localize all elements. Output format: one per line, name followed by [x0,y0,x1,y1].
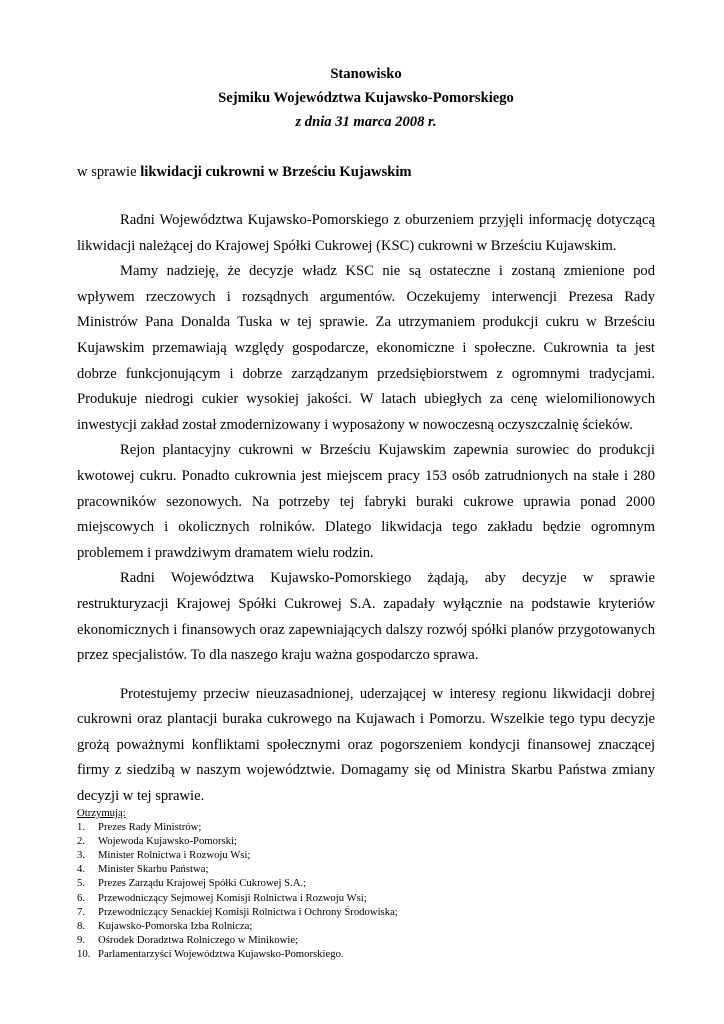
subject-line [77,160,655,184]
list-item: 9. Ośrodek Doradztwa Rolniczego w Minikowie; [77,933,299,946]
recipients-header: Otrzymują: [77,807,126,819]
issuing-body: Sejmiku Województwa Kujawsko-Pomorskiego [218,90,514,106]
paragraph-1: Radni Województwa Kujawsko-Pomorskiego z oburzeniem przyjęli informację dotyczącą likwidacji należącej do Krajowej Spółki Cukrowej (KSC) cukrowni w Brześciu Kujawskim. [77,212,655,254]
recipients-items [77,820,655,961]
list-item: 2. Wojewoda Kujawsko-Pomorski; [77,835,237,848]
recipients-list [77,806,655,961]
paragraph-3: Rejon plantacyjny cukrowni w Brześciu Kujawskim zapewnia surowiec do produkcji kwotowej cukru. Ponadto cukrownia jest miejscem pracy 153 osób zatrudnionych na stałe i 280 pracowników sezonowych. Na potrzeby tej fabryki buraki cukrowe uprawia ponad 2000 miejscowych i okolicznych rolników. Dlatego likwidacja tego zakładu będzie ogromnym problemem i prawdziwym dramatem wielu rodzin. [77,442,655,561]
document-date: z dnia 31 marca 2008 r. [295,114,437,130]
list-item: 4. Minister Skarbu Państwa; [77,863,209,876]
list-item: 8. Kujawsko-Pomorska Izba Rolnicza; [77,919,253,932]
list-item: 7. Przewodniczący Senackiej Komisji Rolnictwa i Ochrony Środowiska; [77,905,398,918]
list-item: 1. Prezes Rady Ministrów; [77,821,202,834]
subject-topic: likwidacji cukrowni w Brześciu Kujawskim [140,164,412,180]
document-title: Stanowisko [330,66,402,82]
title-block [77,62,655,134]
paragraph-4: Radni Województwa Kujawsko-Pomorskiego żądają, aby decyzje w sprawie restrukturyzacji Krajowej Spółki Cukrowej S.A. zapadały wyłącznie na podstawie kryteriów ekonomicznych i finansowych oraz zapewniających dalszy rozwój spółki planów przygotowanych przez specjalistów. To dla naszego kraju ważna gospodarczo sprawa. [77,570,655,664]
list-item: 3. Minister Rolnictwa i Rozwoju Wsi; [77,849,251,862]
paragraph-5: Protestujemy przeciw nieuzasadnionej, uderzającej w interesy regionu likwidacji dobrej cukrowni oraz plantacji buraka cukrowego na Kujawach i Pomorzu. Wszelkie tego typu decyzje grożą poważnymi konfliktami społecznymi oraz pogorszeniem kondycji finansowej znaczącej firmy z siedzibą w naszym województwie. Domagamy się od Ministra Skarbu Państwa zmiany decyzji w tej sprawie. [77,685,655,805]
list-item: 5. Prezes Zarządu Krajowej Spółki Cukrowej S.A.; [77,877,307,890]
subject-prefix: w sprawie [77,164,141,180]
list-item: 10. Parlamentarzyści Województwa Kujawsko-Pomorskiego. [77,947,344,960]
list-item: 6. Przewodniczący Sejmowej Komisji Rolnictwa i Rozwoju Wsi; [77,891,367,904]
paragraph-2: Mamy nadzieję, że decyzje władz KSC nie są ostateczne i zostaną zmienione pod wpływem rzeczowych i rozsądnych argumentów. Oczekujemy interwencji Prezesa Rady Ministrów Pana Donalda Tuska w tej sprawie. Za utrzymaniem produkcji cukru w Brześciu Kujawskim przemawiają względy gospodarcze, ekonomiczne i społeczne. Cukrownia ta jest dobrze funkcjonującym i dobrze zarządzanym przedsiębiorstwem z ogromnymi tradycjami. Produkuje niedrogi cukier wysokiej jakości. W latach ubiegłych za cenę wielomilionowych inwestycji zakład został zmodernizowany i wyposażony w nowoczesną oczyszczalnię ścieków. [77,263,655,433]
document-page [77,0,655,1024]
body-text [77,208,655,810]
